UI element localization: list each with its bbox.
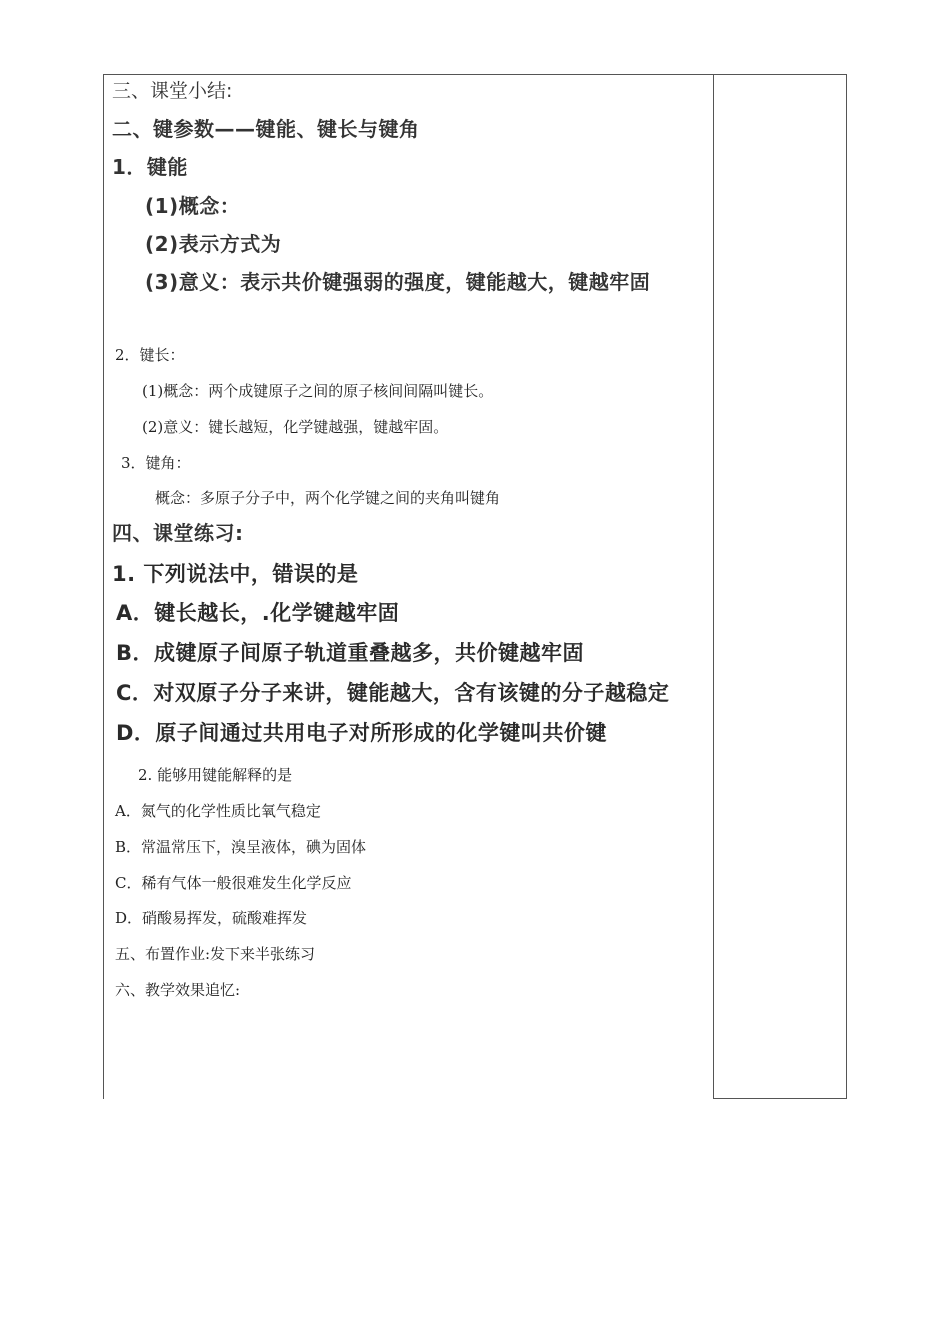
q2-option-b: B．常温常压下，溴呈液体，碘为固体 xyxy=(115,838,367,856)
q1-stem: 1. 下列说法中，错误的是 xyxy=(112,562,359,586)
q2-option-a: A．氮气的化学性质比氧气稳定 xyxy=(115,802,321,820)
bond-angle-title: 3．键角： xyxy=(121,454,191,472)
bond-energy-meaning: (3)意义：表示共价键强弱的强度，键能越大，键越牢固 xyxy=(145,270,651,294)
bond-energy-notation: (2)表示方式为 xyxy=(145,232,282,256)
q1-option-d: D．原子间通过共用电子对所形成的化学键叫共价键 xyxy=(116,721,607,745)
bond-length-meaning: (2)意义：键长越短，化学键越强，键越牢固。 xyxy=(142,418,449,436)
q2-option-d: D．硝酸易挥发，硫酸难挥发 xyxy=(115,909,308,927)
reflection-line: 六、教学效果追忆: xyxy=(115,981,241,999)
notes-column xyxy=(713,74,847,1099)
bond-energy-concept: (1)概念： xyxy=(145,194,241,218)
bond-energy-title: 1．键能 xyxy=(112,155,188,179)
q1-option-a: A．键长越长，.化学键越牢固 xyxy=(116,601,400,625)
bond-length-title: 2．键长： xyxy=(115,346,185,364)
q1-option-b: B．成键原子间原子轨道重叠越多，共价键越牢固 xyxy=(116,641,585,665)
practice-heading: 四、课堂练习: xyxy=(112,521,244,545)
bond-angle-concept: 概念：多原子分子中，两个化学键之间的夹角叫键角 xyxy=(155,489,501,507)
summary-heading: 三、课堂小结: xyxy=(112,80,233,102)
section-title: 二、键参数——键能、键长与键角 xyxy=(112,117,420,141)
q2-option-c: C．稀有气体一般很难发生化学反应 xyxy=(115,874,352,892)
q2-stem: 2. 能够用键能解释的是 xyxy=(138,766,293,784)
bond-length-concept: (1)概念：两个成键原子之间的原子核间间隔叫键长。 xyxy=(142,382,494,400)
q1-option-c: C．对双原子分子来讲，键能越大，含有该键的分子越稳定 xyxy=(116,681,670,705)
homework-line: 五、布置作业:发下来半张练习 xyxy=(115,945,316,963)
